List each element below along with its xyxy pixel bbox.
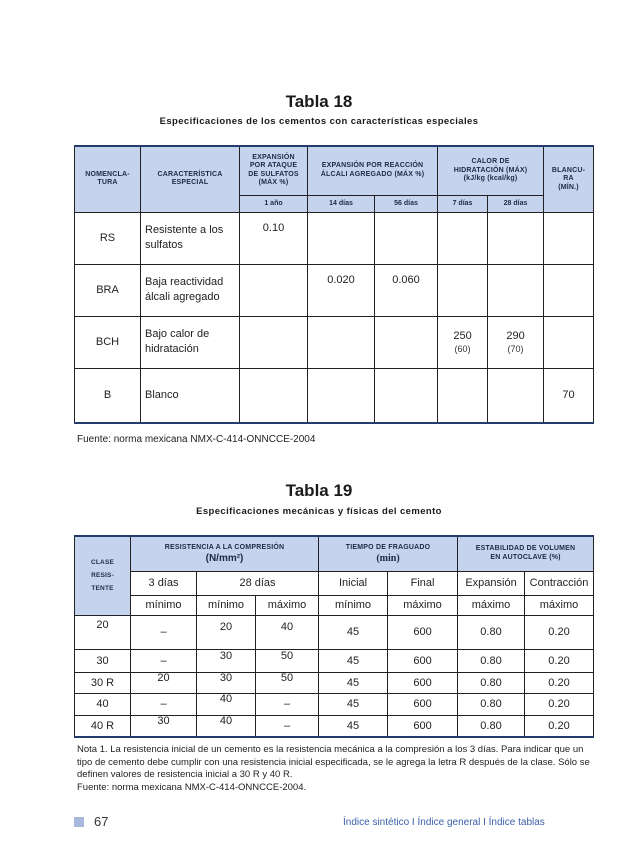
table-18-title: Tabla 18	[285, 92, 353, 111]
cell-28-min	[197, 672, 256, 693]
page-number: 67	[94, 814, 109, 829]
cell-28-dias-kcal: (70)	[507, 344, 524, 354]
cell-28-max	[256, 672, 319, 693]
cell-expansion: 0.80	[458, 615, 525, 649]
cell-contraccion: 0.20	[525, 615, 594, 649]
subheader-contraccion: Contracción	[525, 571, 594, 595]
col-header-blancura: BLANCU- RA (MÍN.)	[544, 146, 594, 212]
cell-28-max-value: 40	[280, 621, 294, 633]
cell-nomenclatura: BRA	[75, 264, 141, 316]
subheader-1-ano: 1 año	[240, 195, 308, 212]
cell-inicial: 45	[319, 649, 388, 672]
cell-final: 600	[388, 615, 458, 649]
col-header-resistencia-label: RESISTENCIA A LA COMPRESIÓN	[164, 544, 285, 551]
table-19-subtitle: Especificaciones mecánicas y físicas del cemento	[196, 506, 442, 517]
subheader-final: Final	[388, 571, 458, 595]
col-header-resistencia	[131, 536, 319, 571]
cell-7-dias	[438, 368, 488, 423]
cell-caracteristica: Bajo calor de hidratación	[141, 316, 240, 368]
cell-3-dias: –	[131, 693, 197, 715]
cell-3-dias-value: 30	[157, 714, 170, 727]
cell-inicial: 45	[319, 672, 388, 693]
cell-28-max	[256, 615, 319, 649]
table-row	[75, 649, 594, 672]
cell-final: 600	[388, 649, 458, 672]
cell-expansion: 0.80	[458, 715, 525, 737]
cell-caracteristica: Baja reactividad álcali agregado	[141, 264, 240, 316]
col-header-tiempo-fraguado	[319, 536, 458, 571]
cell-28-dias	[488, 212, 544, 264]
cell-expansion-sulfatos	[240, 316, 308, 368]
cell-expansion: 0.80	[458, 649, 525, 672]
cell-3-dias	[131, 615, 197, 649]
cell-nomenclatura: BCH	[75, 316, 141, 368]
table-row	[75, 693, 594, 715]
cell-56-dias: 0.060	[375, 264, 438, 316]
cell-inicial: 45	[319, 693, 388, 715]
cell-14-dias	[308, 316, 375, 368]
cell-28-min-value: 30	[219, 671, 233, 684]
cell-56-dias	[375, 368, 438, 423]
cell-28-min	[197, 615, 256, 649]
cell-28-min	[197, 693, 256, 715]
cell-7-dias	[438, 212, 488, 264]
table-row	[75, 672, 594, 693]
cell-28-min-value: 20	[219, 621, 233, 633]
cell-28-max	[256, 649, 319, 672]
limit-cell: máximo	[525, 595, 594, 615]
cell-3-dias	[131, 715, 197, 737]
subheader-3-dias: 3 días	[131, 571, 197, 595]
cell-caracteristica: Blanco	[141, 368, 240, 423]
cell-blancura	[544, 264, 594, 316]
cell-28-min-value: 30	[219, 649, 233, 662]
cell-3-dias	[131, 672, 197, 693]
cell-56-dias	[375, 212, 438, 264]
cell-28-max: –	[256, 715, 319, 737]
cell-28-min	[197, 715, 256, 737]
cell-expansion-sulfatos	[240, 264, 308, 316]
index-links[interactable]: Índice sintético I Índice general I Índice tablas	[343, 817, 545, 828]
cell-blancura: 70	[544, 368, 594, 423]
cell-28-max-value: 50	[280, 671, 294, 684]
cell-28-max-value: 50	[280, 649, 294, 662]
limit-cell: mínimo	[197, 595, 256, 615]
cell-nomenclatura: B	[75, 368, 141, 423]
cell-3-dias-value: –	[160, 626, 167, 638]
cell-final: 600	[388, 693, 458, 715]
cell-clase: 30 R	[75, 672, 131, 693]
cell-blancura	[544, 316, 594, 368]
cell-caracteristica: Resistente a los sulfatos	[141, 212, 240, 264]
cell-28-dias-value: 290	[506, 330, 525, 342]
cell-contraccion: 0.20	[525, 672, 594, 693]
cell-contraccion: 0.20	[525, 649, 594, 672]
cell-expansion-sulfatos: 0.10	[240, 212, 308, 264]
subheader-56-dias: 56 días	[375, 195, 438, 212]
limit-cell: mínimo	[131, 595, 197, 615]
col-header-tiempo-label: TIEMPO DE FRAGUADO	[345, 544, 431, 551]
table-18	[74, 145, 594, 424]
cell-3-dias-value: 20	[157, 671, 170, 684]
cell-28-max: –	[256, 693, 319, 715]
cell-28-dias	[488, 368, 544, 423]
cell-final: 600	[388, 672, 458, 693]
table-19-title: Tabla 19	[285, 481, 353, 500]
cell-expansion-sulfatos	[240, 368, 308, 423]
table-row	[75, 615, 594, 649]
cell-final: 600	[388, 715, 458, 737]
cell-nomenclatura: RS	[75, 212, 141, 264]
cell-28-min	[197, 649, 256, 672]
table-row	[75, 212, 594, 264]
page-marker	[74, 817, 84, 827]
limit-cell: máximo	[458, 595, 525, 615]
cell-28-min-value: 40	[219, 714, 233, 727]
col-header-estabilidad: ESTABILIDAD DE VOLUMEN EN AUTOCLAVE (%)	[458, 536, 594, 571]
table-row	[75, 264, 594, 316]
subheader-28-dias: 28 días	[488, 195, 544, 212]
subheader-7-dias: 7 días	[438, 195, 488, 212]
col-header-expansion-sulfatos: EXPANSIÓN POR ATAQUE DE SULFATOS (MÁX %)	[240, 146, 308, 195]
cell-14-dias	[308, 368, 375, 423]
cell-7-dias	[438, 316, 488, 368]
cell-28-min-value: 40	[219, 693, 233, 705]
cell-contraccion: 0.20	[525, 693, 594, 715]
cell-inicial: 45	[319, 615, 388, 649]
cell-7-dias-kcal: (60)	[454, 344, 471, 354]
table-18-source: Fuente: norma mexicana NMX-C-414-ONNCCE-2004	[77, 434, 316, 445]
cell-expansion: 0.80	[458, 672, 525, 693]
cell-expansion: 0.80	[458, 693, 525, 715]
cell-14-dias	[308, 212, 375, 264]
limit-cell: máximo	[388, 595, 458, 615]
table-19-source: Fuente: norma mexicana NMX-C-414-ONNCCE-2004.	[77, 782, 307, 793]
cell-clase: 30	[75, 649, 131, 672]
limit-cell: mínimo	[319, 595, 388, 615]
table-row	[75, 368, 594, 423]
table-19-note: Nota 1. La resistencia inicial de un cemento es la resistencia mecánica a la compresión a los 3 días. Para indicar que un tipo de cemento debe cumplir con una resistencia inicial especificada, se le agrega la letra R después de la clase. Sólo se definen valores de resistencia inicial a 30 R y 40 R.	[77, 744, 590, 780]
col-header-resistencia-unit: (N/mm²)	[205, 552, 244, 564]
table-row	[75, 316, 594, 368]
limit-cell: máximo	[256, 595, 319, 615]
col-header-calor-hidratacion: CALOR DE HIDRATACIÓN (MÁX) (kJ/kg (kcal/kg)	[438, 146, 544, 195]
subheader-inicial: Inicial	[319, 571, 388, 595]
cell-56-dias	[375, 316, 438, 368]
col-header-expansion-alcali: EXPANSIÓN POR REACCIÓN ÁLCALI AGREGADO (MÁX %)	[308, 146, 438, 195]
subheader-28-dias: 28 días	[197, 571, 319, 595]
table-row	[75, 715, 594, 737]
cell-28-dias	[488, 316, 544, 368]
cell-14-dias: 0.020	[308, 264, 375, 316]
table-19	[74, 535, 594, 738]
subheader-expansion: Expansión	[458, 571, 525, 595]
cell-28-dias	[488, 264, 544, 316]
col-header-nomenclatura: NOMENCLA- TURA	[75, 146, 141, 212]
cell-7-dias-value: 250	[453, 330, 472, 342]
col-header-clase-resistente: CLASE RESIS- TENTE	[75, 536, 131, 615]
cell-inicial: 45	[319, 715, 388, 737]
cell-clase: 40 R	[75, 715, 131, 737]
cell-contraccion: 0.20	[525, 715, 594, 737]
cell-3-dias: –	[131, 649, 197, 672]
cell-clase: 20	[75, 615, 131, 649]
col-header-tiempo-unit: (min)	[376, 552, 400, 564]
subheader-14-dias: 14 días	[308, 195, 375, 212]
cell-blancura	[544, 212, 594, 264]
table-18-subtitle: Especificaciones de los cementos con características especiales	[159, 116, 479, 127]
cell-clase: 40	[75, 693, 131, 715]
cell-7-dias	[438, 264, 488, 316]
col-header-caracteristica: CARACTERÍSTICA ESPECIAL	[141, 146, 240, 212]
